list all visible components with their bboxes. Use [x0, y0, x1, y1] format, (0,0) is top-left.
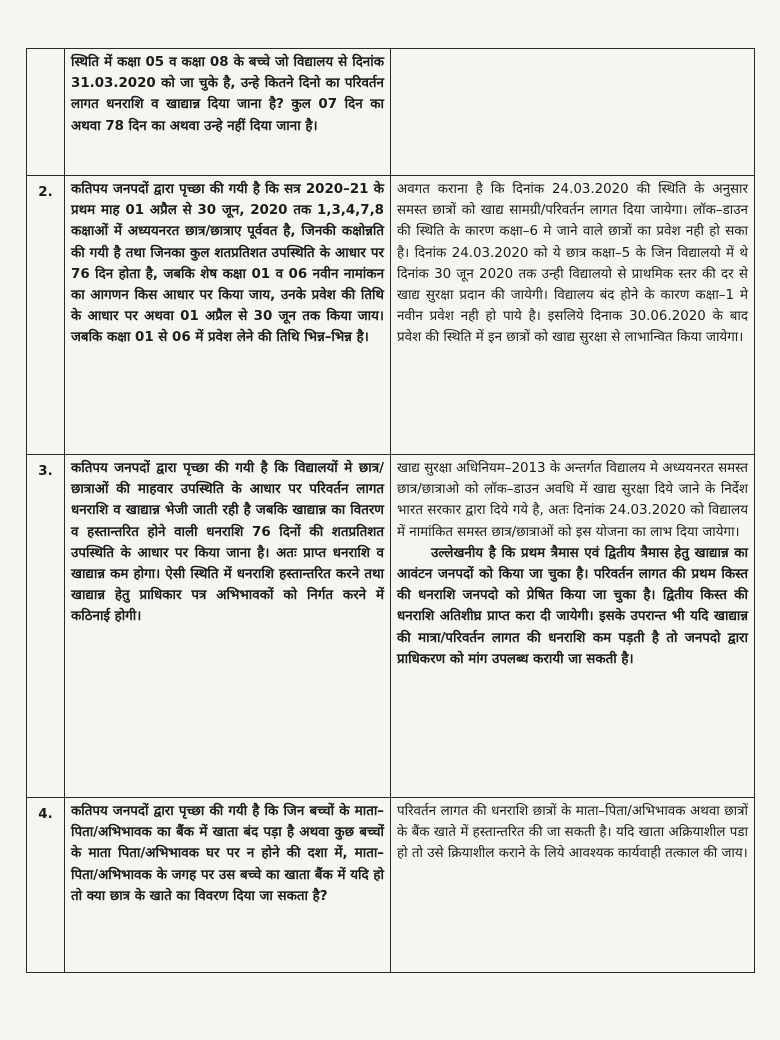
reply-cell [391, 455, 755, 798]
reply-text [391, 49, 755, 176]
table-row [27, 798, 755, 973]
reply-text: परिवर्तन लागत की धनराशि छात्रों के माता–पिता/अभिभावक अथवा छात्रों के बैंक खाते में हस्तान्तरित की जा सकती है। यदि खाता अक्रियाशील पडा हो तो उसे क्रियाशील कराने के लिये आवश्यक कार्यवाही तत्काल की जाय। [391, 798, 755, 973]
serial-number: 3. [27, 455, 65, 798]
serial-number: 2. [27, 176, 65, 455]
reply-paragraph-1: खाद्य सुरक्षा अधिनियम–2013 के अन्तर्गत विद्यालय मे अध्ययनरत समस्त छात्र/छात्राओ को लॉक–डाउन अवधि में खाद्य सुरक्षा दिये जाने के निर्देश भारत सरकार द्वारा दिये गये है, अतः दिनांक 24.03.2020 को विद्यालय में नामांकित समस्त छात्र/छात्राओं को इस योजना का लाभ दिया जायेगा। [397, 461, 748, 540]
query-text: कतिपय जनपदों द्वारा पृच्छा की गयी है कि जिन बच्चों के माता–पिता/अभिभावक का बैंक में खाता बंद पड़ा है अथवा कुछ बच्चों के माता पिता/अभिभावक घर पर न होने की दशा में, माता–पिता/अभिभावक के जगह पर उस बच्चे का खाता बैंक में यदि हो तो क्या छात्र के खाते का विवरण दिया जा सकता है? [65, 798, 391, 973]
table-row [27, 49, 755, 176]
reply-text: अवगत कराना है कि दिनांक 24.03.2020 की स्थिति के अनुसार समस्त छात्रों को खाद्य सामग्री/परिवर्तन लागत दिया जायेगा। लॉक–डाउन की स्थिति के कारण कक्षा–6 मे जाने वाले छात्रों का प्रवेश नही हो सका है। दिनांक 24.03.2020 को ये छात्र कक्षा–5 के जिन विद्यालयो में थे दिनांक 30 जून 2020 तक उन्ही विद्यालयो से प्राथमिक स्तर की दर से खाद्य सुरक्षा प्रदान की जायेगी। विद्यालय बंद होने के कारण कक्षा–1 मे नवीन प्रवेश नही हो पाये है। इसलिये दिनाक 30.06.2020 के बाद प्रवेश की स्थिति में इन छात्रों को खाद्य सुरक्षा से लाभान्वित किया जायेगा। [391, 176, 755, 455]
reply-paragraph-2: उल्लेखनीय है कि प्रथम त्रैमास एवं द्वितीय त्रैमास हेतु खाद्यान्न का आवंटन जनपदों को किया जा चुका है। परिवर्तन लागत की प्रथम किस्त की धनराशि जनपदो को प्रेषित किया जा चुका है। द्वितीय किस्त की धनराशि अतिशीघ्र प्राप्त करा दी जायेगी। इसके उपरान्त भी यदि खाद्यान्न की मात्रा/परिवर्तन लागत की धनराशि कम पड़ती है तो जनपदो द्वारा प्राधिकरण को मांग उपलब्ध करायी जा सकती है। [397, 545, 748, 667]
clarification-table [26, 48, 755, 973]
serial-number: 4. [27, 798, 65, 973]
serial-number [27, 49, 65, 176]
query-text: कतिपय जनपदों द्वारा पृच्छा की गयी है कि सत्र 2020–21 के प्रथम माह 01 अप्रैल से 30 जून, 2020 तक 1,3,4,7,8 कक्षाओं में अध्ययनरत छात्र/छात्राए पूर्ववत है, जिनकी कक्षोन्नति की गयी है तथा जिनका कुल शतप्रतिशत उपस्थिति के आधार पर 76 दिन होता है, जबकि शेष कक्षा 01 व 06 नवीन नामांकन का आगणन किस आधार पर किया जाय, उनके प्रवेश की तिथि के आधार पर अथवा 01 अप्रैल से 30 जून तक किया जाय। जबकि कक्षा 01 से 06 में प्रवेश लेने की तिथि भिन्न–भिन्न है। [65, 176, 391, 455]
query-text: स्थिति में कक्षा 05 व कक्षा 08 के बच्चे जो विद्यालय से दिनांक 31.03.2020 को जा चुके है, उन्हे कितने दिनो का परिवर्तन लागत धनराशि व खाद्यान्न दिया जाना है? कुल 07 दिन का अथवा 78 दिन का अथवा उन्हे नहीं दिया जाना है। [65, 49, 391, 176]
query-text: कतिपय जनपदों द्वारा पृच्छा की गयी है कि विद्यालयों मे छात्र/छात्राओं की माहवार उपस्थिति के आधार पर परिवर्तन लागत धनराशि व खाद्यान्न भेजी जाती रही है जबकि खाद्यान्न का वितरण व हस्तान्तरित होने वाली धनराशि 76 दिनों की शतप्रतिशत उपस्थिति के आधार पर किया जाना है। अतः प्राप्त धनराशि व खाद्यान्न कम होगा। ऐसी स्थिति में धनराशि हस्तान्तरित करने तथा खाद्यान्न हेतु प्राधिकार पत्र अभिभावकों को निर्गत करने में कठिनाई होगी। [65, 455, 391, 798]
table-row [27, 455, 755, 798]
table-row [27, 176, 755, 455]
